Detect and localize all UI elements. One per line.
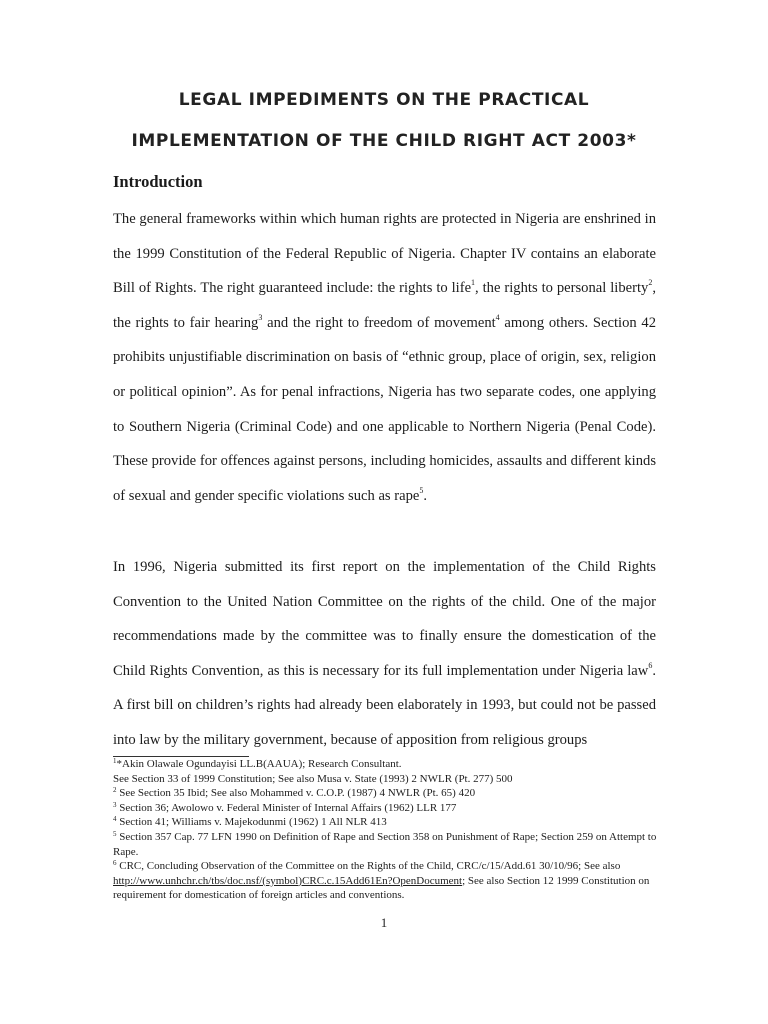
paragraph-1 <box>113 202 656 513</box>
footnote-2 <box>113 786 658 801</box>
footnote-ref-3: 3 <box>258 312 263 322</box>
footnote-mark: 5 <box>113 829 117 838</box>
paragraph-2 <box>113 550 656 758</box>
footnote-text: CRC, Concluding Observation of the Committee on the Rights of the Child, CRC/c/15/Add.61 30/10/96; See also <box>116 860 621 873</box>
footnote-mark: 2 <box>113 786 117 795</box>
footnote-text: Section 357 Cap. 77 LFN 1990 on Definition of Rape and Section 358 on Punishment of Rape; Section 259 on Attempt to Rape. <box>113 830 657 858</box>
page-number: 1 <box>380 915 388 930</box>
footnote-5 <box>113 830 658 859</box>
footnote-text: Section 41; Williams v. Majekodunmi (1962) 1 All NLR 413 <box>116 816 387 829</box>
document-title-line-1: LEGAL IMPEDIMENTS ON THE PRACTICAL <box>178 90 590 110</box>
footnote-text: See Section 33 of 1999 Constitution; See also Musa v. State (1993) 2 NWLR (Pt. 277) 500 <box>113 772 513 785</box>
footnote-ref-6: 6 <box>648 660 653 670</box>
paragraph-2-text: In 1996, Nigeria submitted its first report on the implementation of the Child Rights Convention to the United Nation Committee on the rights of the child. One of the major recommendations made by the committee was to finally ensure the domestication of the Child Rights Convention, as this is necessary for its full implementation under Nigeria law <box>113 559 656 679</box>
paragraph-1-text: , the rights to fair hearing <box>113 280 656 331</box>
footnote-mark: 6 <box>113 859 117 868</box>
footnote-1-continued <box>113 772 658 787</box>
footnote-ref-1: 1 <box>471 278 476 288</box>
paragraph-2-text: . A first bill on children’s rights had already been elaborately in 1993, but could not be passed into law by the military government, because of apposition from religious groups <box>113 662 656 748</box>
footnote-ref-5: 5 <box>419 485 424 495</box>
footnote-text: *Akin Olawale Ogundayisi LL.B(AAUA); Research Consultant. <box>116 758 402 770</box>
footnote-text: See Section 35 Ibid; See also Mohammed v. C.O.P. (1987) 4 NWLR (Pt. 65) 420 <box>116 787 476 800</box>
section-heading: Introduction <box>113 172 203 191</box>
paragraph-1-text: and the right to freedom of movement <box>262 314 496 331</box>
footnote-link[interactable]: http://www.unhchr.ch/tbs/doc.nsf/(symbol)CRC.c.15Add61En?OpenDocument <box>113 874 463 887</box>
footnote-text: ; See also Section 12 1999 Constitution on requirement for domestication of foreign articles and conventions. <box>113 874 650 902</box>
footnote-4 <box>113 815 658 830</box>
footnote-3 <box>113 801 658 816</box>
footnote-text: Section 36; Awolowo v. Federal Minister of Internal Affairs (1962) LLR 177 <box>116 801 457 814</box>
paragraph-1-text: The general frameworks within which human rights are protected in Nigeria are enshrined in the 1999 Constitution of the Federal Republic of Nigeria. Chapter IV contains an elaborate Bill of Rights. The right guaranteed include: the rights to life <box>113 211 656 297</box>
paragraph-1-text: , the rights to personal liberty <box>475 280 649 297</box>
footnote-mark: 4 <box>113 815 117 824</box>
footnote-mark: 1 <box>113 757 117 765</box>
footnote-6 <box>113 859 658 903</box>
footnote-1 <box>113 757 658 772</box>
paragraph-1-text: . <box>423 487 428 504</box>
footnote-ref-4: 4 <box>495 312 500 322</box>
footnote-ref-2: 2 <box>648 278 653 288</box>
footnotes <box>113 757 658 903</box>
paragraph-1-text: among others. Section 42 prohibits unjustifiable discrimination on basis of “ethnic group, place of origin, sex, religion or political opinion”. As for penal infractions, Nigeria has two separate codes, one applying to Southern Nigeria (Criminal Code) and one applicable to Northern Nigeria (Penal Code). These provide for offences against persons, including homicides, assaults and different kinds of sexual and gender specific violations such as rape <box>113 314 656 504</box>
document-title-line-2: IMPLEMENTATION OF THE CHILD RIGHT ACT 2003* <box>131 131 637 151</box>
footnote-mark: 3 <box>113 800 117 809</box>
